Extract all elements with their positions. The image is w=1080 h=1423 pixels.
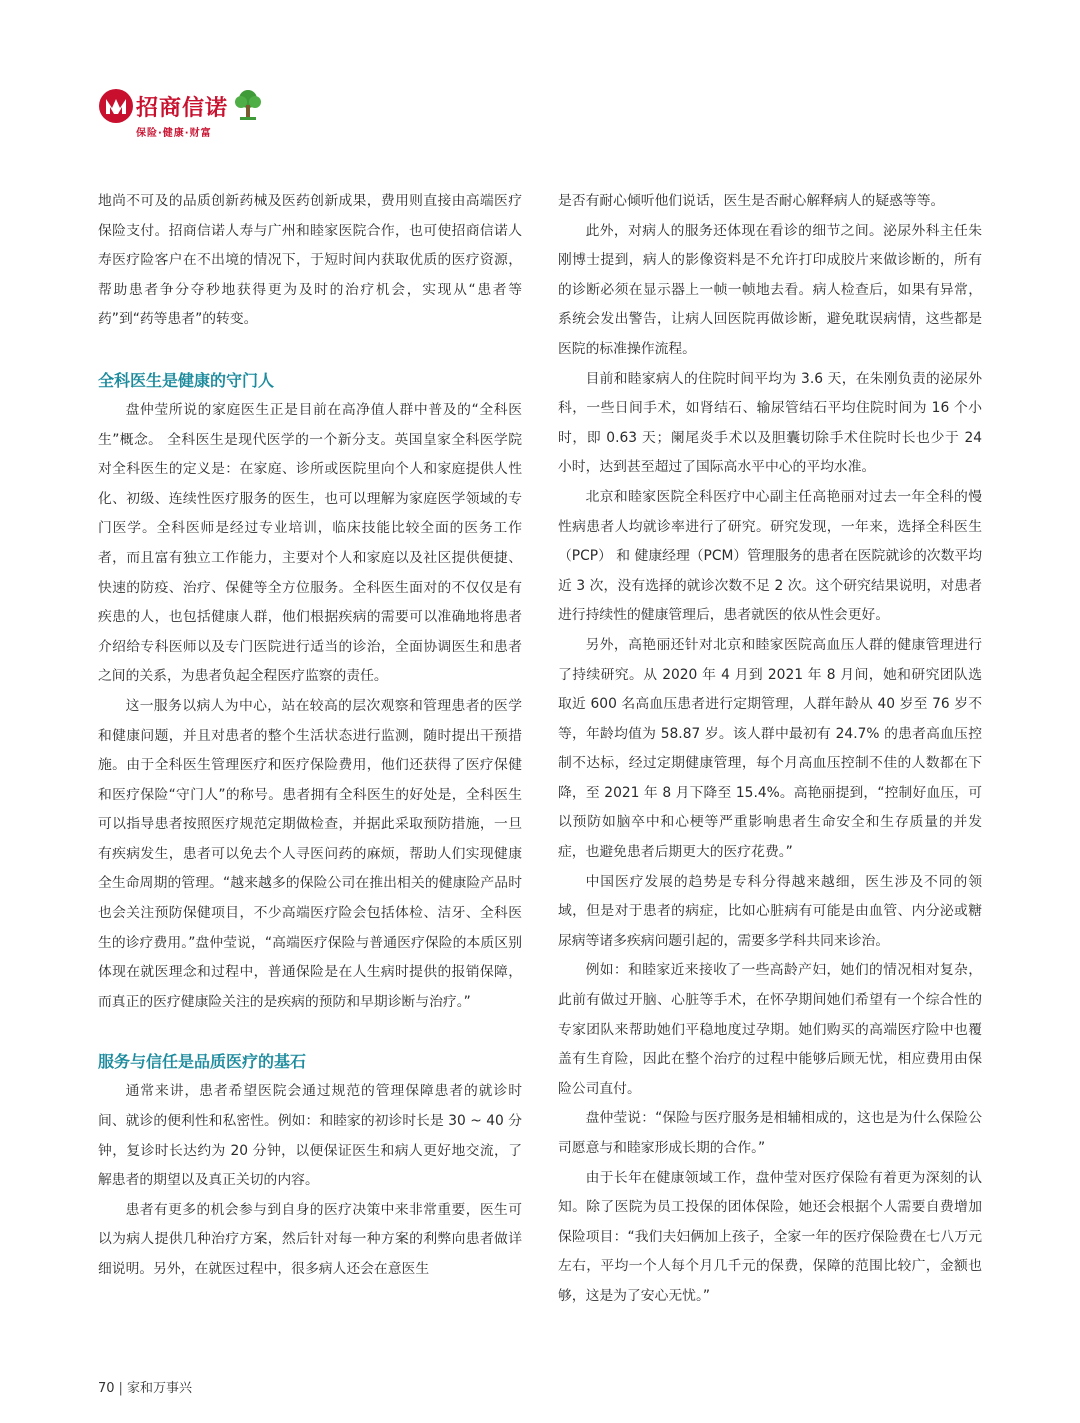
paragraph: 例如：和睦家近来接收了一些高龄产妇，她们的情况相对复杂，此前有做过开脑、心脏等手术，在怀孕期间她们希望有一个综合性的专家团队来帮助她们平稳地度过孕期。她们购买的高端医疗险中也覆盖有生育险，因此在整个治疗的过程中能够后顾无忧，相应费用由保险公司直付。 [558, 962, 982, 1097]
right-column [558, 187, 982, 1312]
paragraph: 另外，高艳丽还针对北京和睦家医院高血压人群的健康管理进行了持续研究。从 2020 年 4 月到 2021 年 8 月间，她和研究团队选取近 600 名高血压患者进行定期管理，人群年龄从 40 岁至 76 岁不等，年龄均值为 58.87 岁。该人群中最初有 24.7% 的患者高血压控制不达标，经过定期健康管理，每个月高血压控制不佳的人数都在下降，至 2021 年 8 月下降至 15.4%。高艳丽提到，“控制好血压，可以预防如脑卒中和心梗等严重影响患者生命安全和生存质量的并发症，也避免患者后期更大的医疗花费。” [558, 636, 982, 861]
tree-icon [231, 88, 265, 122]
paragraph: 盘仲莹说：“保险与医疗服务是相辅相成的，这也是为什么保险公司愿意与和睦家形成长期的合作。” [558, 1110, 982, 1156]
paragraph: 北京和睦家医院全科医疗中心副主任高艳丽对过去一年全科的慢性病患者人均就诊率进行了研究。研究发现，一年来，选择全科医生 （PCP） 和 健康经理（PCM）管理服务的患者在医院就诊的次数平均近 3 次，没有选择的就诊次数不足 2 次。这个研究结果说明，对患者进行持续性的健康管理后，患者就医的依从性会更好。 [558, 488, 982, 624]
page-footer [98, 1377, 192, 1396]
section-heading: 全科医生是健康的守门人 [98, 370, 275, 390]
paragraph: 这一服务以病人为中心，站在较高的层次观察和管理患者的医学和健康问题，并且对患者的整个生活状态进行监测，随时提出干预措施。由于全科医生管理医疗和医疗保险费用，他们还获得了医疗保健和医疗保险“守门人”的称号。患者拥有全科医生的好处是，全科医生可以指导患者按照医疗规范定期做检查，并据此采取预防措施，一旦有疾病发生，患者可以免去个人寻医问药的麻烦，帮助人们实现健康全生命周期的管理。“越来越多的保险公司在推出相关的健康险产品时也会关注预防保健项目，不少高端医疗险会包括体检、洁牙、全科医生的诊疗费用。”盘仲莹说，“高端医疗保险与普通医疗保险的本质区别体现在就医理念和过程中，普通保险是在人生病时提供的报销保障，而真正的医疗健康险关注的是疾病的预防和早期诊断与治疗。” [98, 697, 522, 1010]
cmb-logo-icon [98, 88, 134, 124]
paragraph: 中国医疗发展的趋势是专科分得越来越细，医生涉及不同的领域，但是对于患者的病症，比如心脏病有可能是由血管、内分泌或糖尿病等诸多疾病问题引起的，需要多学科共同来诊治。 [558, 873, 982, 949]
paragraph: 盘仲莹所说的家庭医生正是目前在高净值人群中普及的“全科医生”概念。 全科医生是现代医学的一个新分支。英国皇家全科医学院对全科医生的定义是：在家庭、诊所或医院里向个人和家庭提供人性化、初级、连续性医疗服务的医生，也可以理解为家庭医学领域的专门医学。全科医师是经过专业培训，临床技能比较全面的医务工作者，而且富有独立工作能力，主要对个人和家庭以及社区提供便捷、快速的防疫、治疗、保健等全方位服务。全科医生面对的不仅仅是有疾患的人，也包括健康人群，他们根据疾病的需要可以准确地将患者介绍给专科医师以及专门医院进行适当的诊治，全面协调医生和患者之间的关系，为患者负起全程医疗监察的责任。 [98, 401, 522, 685]
paragraph: 是否有耐心倾听他们说话，医生是否耐心解释病人的疑惑等等。 [558, 193, 945, 209]
page-number: 70 [98, 1381, 115, 1396]
paragraph: 通常来讲，患者希望医院会通过规范的管理保障患者的就诊时间、就诊的便利性和私密性。例如：和睦家的初诊时长是 30 ~ 40 分钟，复诊时长达约为 20 分钟，以便保证医生和病人更好地交流，了解患者的期望以及真正关切的内容。 [98, 1083, 522, 1189]
section-heading: 服务与信任是品质医疗的基石 [98, 1052, 307, 1072]
brand-name: 招商信诺 [136, 96, 229, 121]
paragraph: 患者有更多的机会参与到自身的医疗决策中来非常重要，医生可以为病人提供几种治疗方案，然后针对每一种方案的利弊向患者做详细说明。另外，在就医过程中，很多病人还会在意医生 [98, 1201, 522, 1277]
brand-tagline: 保险·健康·财富 [136, 128, 212, 139]
magazine-name: 家和万事兴 [126, 1381, 192, 1396]
brand-logo [98, 88, 278, 143]
paragraph: 此外，对病人的服务还体现在看诊的细节之间。泌尿外科主任朱刚博士提到，病人的影像资料是不允许打印成胶片来做诊断的，所有的诊断必须在显示器上一帧一帧地去看。病人检查后，如果有异常，系统会发出警告，让病人回医院再做诊断，避免耽误病情，这些都是医院的标准操作流程。 [558, 222, 982, 357]
left-column [98, 187, 522, 1285]
paragraph: 地尚不可及的品质创新药械及医药创新成果，费用则直接由高端医疗保险支付。招商信诺人寿与广州和睦家医院合作，也可使招商信诺人寿医疗险客户在不出境的情况下，于短时间内获取优质的医疗资源，帮助患者争分夺秒地获得更为及时的治疗机会，实现从“患者等药”到“药等患者”的转变。 [98, 193, 522, 328]
footer-separator: | [118, 1381, 123, 1396]
paragraph: 由于长年在健康领域工作，盘仲莹对医疗保险有着更为深刻的认知。除了医院为员工投保的团体保险，她还会根据个人需要自费增加保险项目：“我们夫妇俩加上孩子，全家一年的医疗保险费在七八万元左右，平均一个人每个月几千元的保费，保障的范围比较广，金额也够，这是为了安心无忧。” [558, 1169, 982, 1304]
paragraph: 目前和睦家病人的住院时间平均为 3.6 天，在朱刚负责的泌尿外科，一些日间手术，如肾结石、输尿管结石平均住院时间为 16 个小时，即 0.63 天；阑尾炎手术以及胆囊切除手术住院时长也少于 24 小时，达到甚至超过了国际高水平中心的平均水准。 [558, 370, 982, 476]
